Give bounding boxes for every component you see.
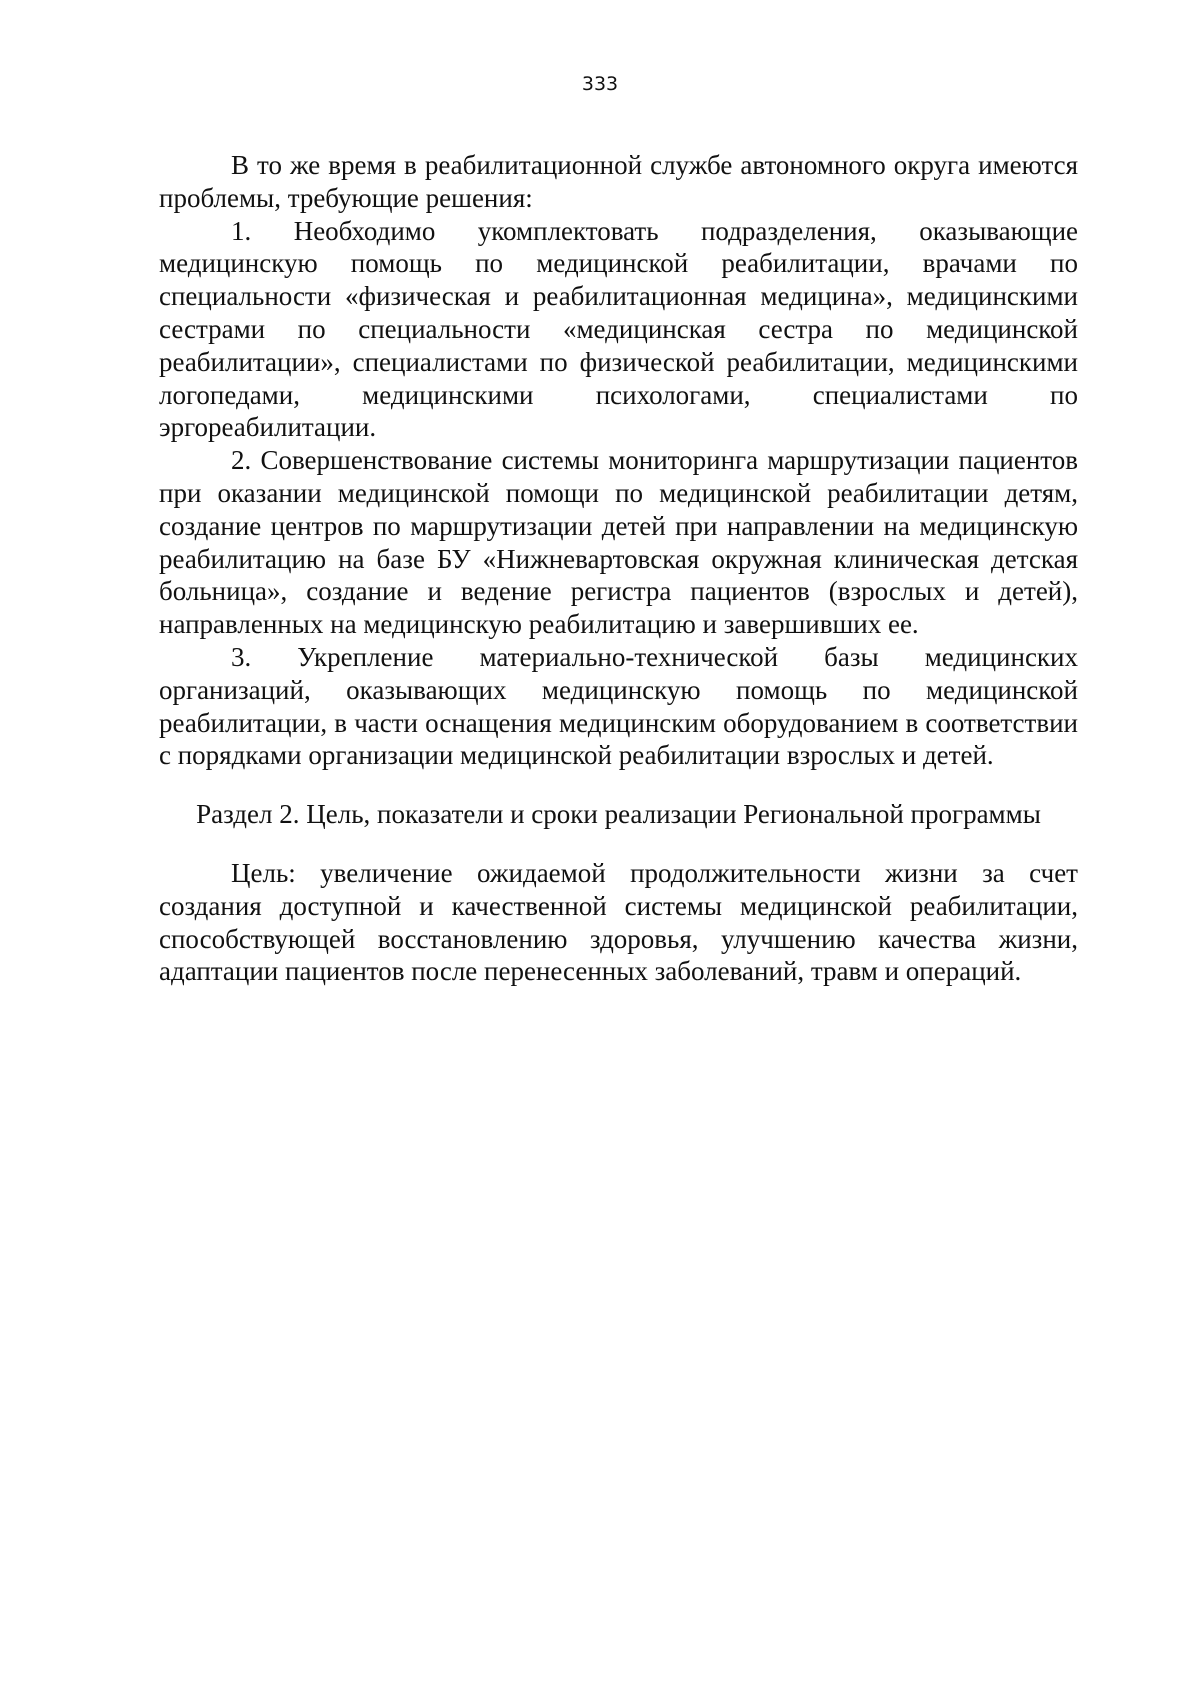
page-number: 333 [581,73,619,95]
document-body [159,149,1078,988]
list-item-1: 1. Необходимо укомплектовать подразделения, оказывающие медицинскую помощь по медицинской реабилитации, врачами по специальности «физическая и реабилитационная медицина», медицинскими сестрами по специальности «медицинская сестра по медицинской реабилитации», специалистами по физической реабилитации, медицинскими логопедами, медицинскими психологами, специалистами по эргореабилитации. [159,215,1078,443]
goal-paragraph: Цель: увеличение ожидаемой продолжительности жизни за счет создания доступной и качественной системы медицинской реабилитации, способствующей восстановлению здоровья, улучшению качества жизни, адаптации пациентов после перенесенных заболеваний, травм и операций. [159,857,1078,987]
list-item-3: 3. Укрепление материально-технической базы медицинских организаций, оказывающих медицинскую помощь по медицинской реабилитации, в части оснащения медицинским оборудованием в соответствии с порядками организации медицинской реабилитации взрослых и детей. [159,641,1078,771]
list-item-2: 2. Совершенствование системы мониторинга маршрутизации пациентов при оказании медицинской помощи по медицинской реабилитации детям, создание центров по маршрутизации детей при направлении на медицинскую реабилитацию на базе БУ «Нижневартовская окружная клиническая детская больница», создание и ведение регистра пациентов (взрослых и детей), направленных на медицинскую реабилитацию и завершивших ее. [159,445,1078,640]
section-heading: Раздел 2. Цель, показатели и сроки реализации Региональной программы [196,799,1041,830]
intro-paragraph: В то же время в реабилитационной службе автономного округа имеются проблемы, требующие решения: [159,150,1078,213]
